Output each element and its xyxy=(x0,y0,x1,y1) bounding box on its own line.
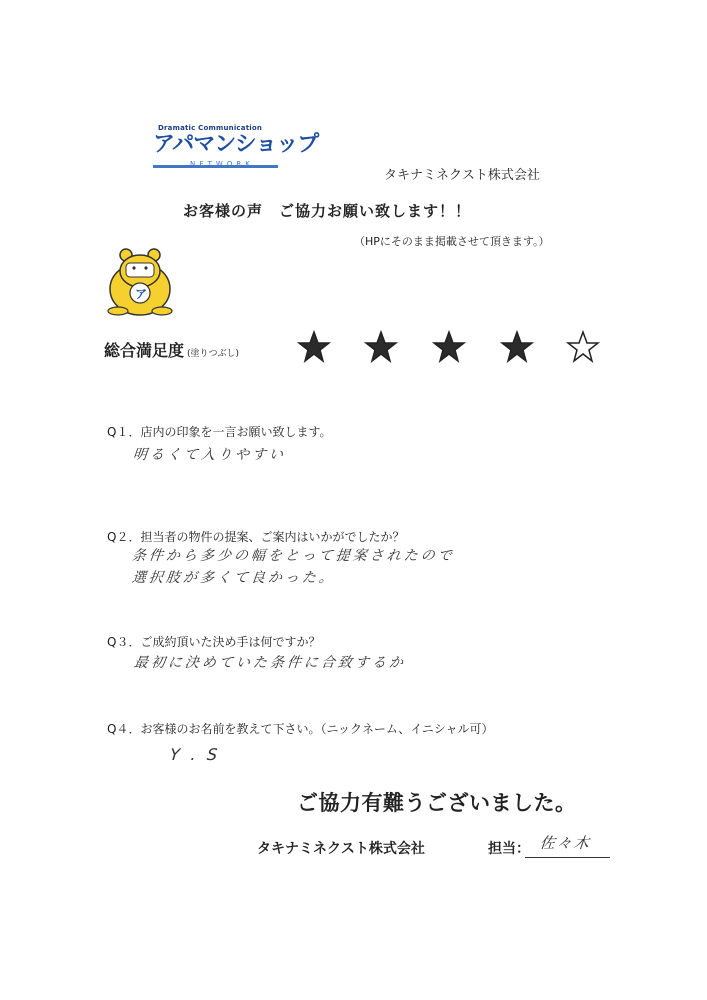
rating-sub-label: (塗りつぶし) xyxy=(187,349,240,359)
question-2: Q２．担当者の物件の提案、ご案内はいかがでしたか？ xyxy=(107,530,405,544)
rating-label: 総合満足度 (塗りつぶし) xyxy=(104,341,240,360)
answer-3-line-1: 最初に決めていた条件に合致するか xyxy=(133,655,407,671)
mascot-icon xyxy=(100,245,180,317)
question-1: Q１．店内の印象を一言お願い致します。 xyxy=(107,425,332,439)
logo-name: アパマンショップ xyxy=(153,132,319,157)
staff-name: 佐々木 xyxy=(539,834,592,852)
star-icon-3 xyxy=(432,330,466,364)
company-name-bottom: タキナミネクスト株式会社 xyxy=(257,841,425,857)
star-icon-4 xyxy=(500,330,534,364)
star-icon-2 xyxy=(364,330,398,364)
page-title: お客様の声 ご協力お願い致します！！ xyxy=(183,202,472,220)
thank-you-message: ご協力有難うございました。 xyxy=(297,791,577,815)
logo-tagline: Dramatic Communication xyxy=(158,124,263,132)
star-icon-1 xyxy=(297,330,331,364)
company-name-top: タキナミネクスト株式会社 xyxy=(384,168,540,183)
staff-label: 担当： xyxy=(488,841,530,857)
answer-2-line-2: 選択肢が多くて良かった。 xyxy=(131,570,337,586)
question-3: Q３．ご成約頂いた決め手は何ですか？ xyxy=(107,635,321,649)
star-icon-5 xyxy=(566,330,600,364)
answer-2-line-1: 条件から多少の幅をとって提案されたので xyxy=(131,548,456,564)
answer-4-line-1: Y . S xyxy=(169,745,222,764)
logo-network: NETWORK xyxy=(190,160,254,168)
svg-text:ア: ア xyxy=(135,287,148,301)
answer-1-line-1: 明るくて入りやすい xyxy=(132,447,287,463)
question-4: Q４．お客様のお名前を教えて下さい。（ニックネーム、イニシャル可） xyxy=(107,722,494,736)
publication-note: （HPにそのまま掲載させて頂きます。） xyxy=(354,235,550,248)
staff-underline xyxy=(525,857,610,858)
